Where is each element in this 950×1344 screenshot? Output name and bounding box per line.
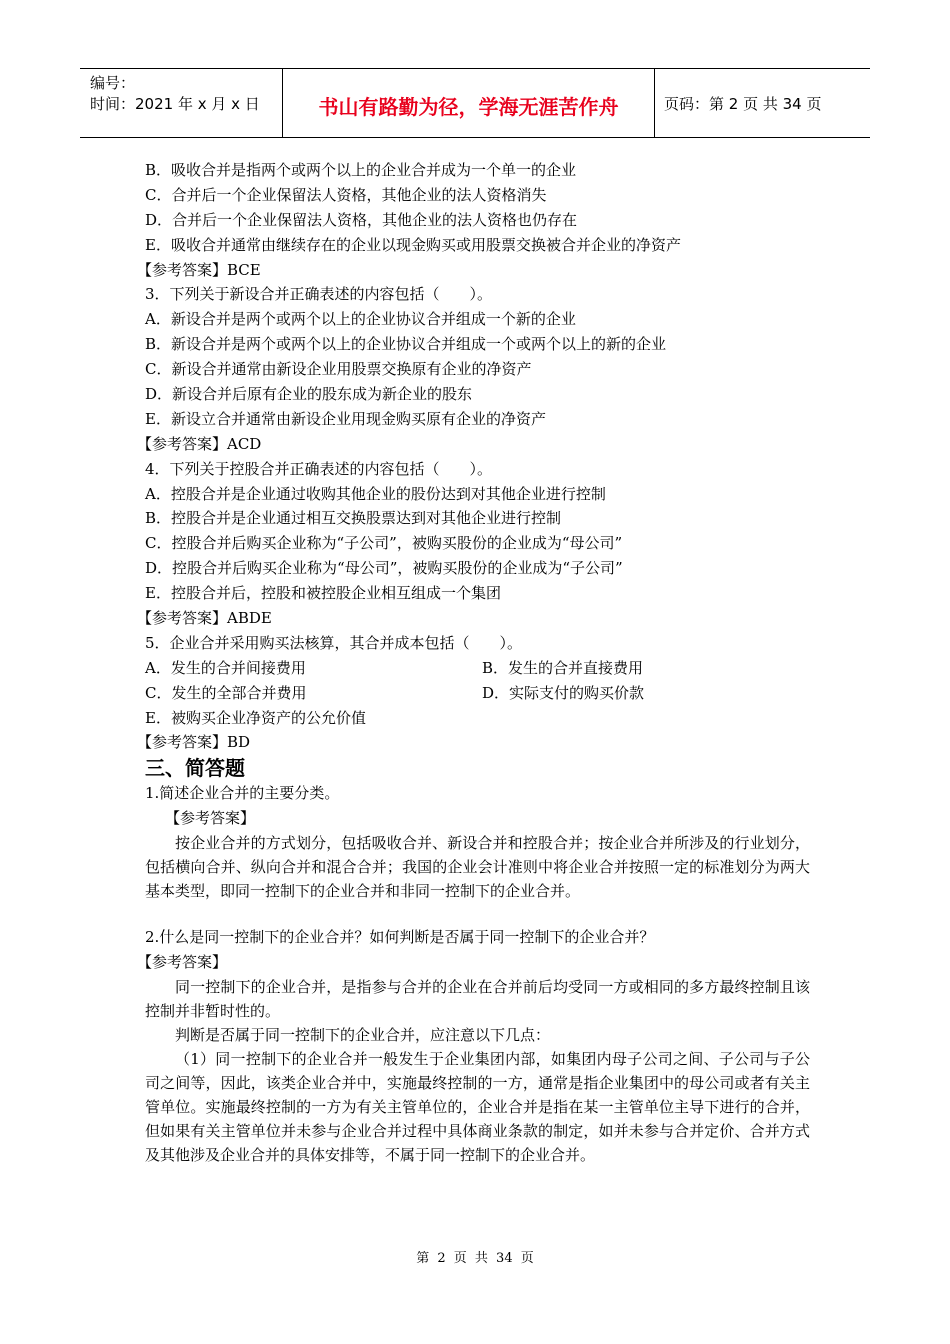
q2-option-b: B．吸收合并是指两个或两个以上的企业合并成为一个单一的企业 xyxy=(145,161,577,179)
section-title: 三、简答题 xyxy=(145,756,245,781)
q3-option-c: C．新设合并通常由新设企业用股票交换原有企业的净资产 xyxy=(145,360,532,379)
q2-answer: 【参考答案】BCE xyxy=(137,260,261,279)
q3-option-a: A．新设合并是两个或两个以上的企业协议合并组成一个新的企业 xyxy=(145,310,576,329)
q2-option-e: E．吸收合并通常由继续存在的企业以现金购买或用股票交换被合并企业的净资产 xyxy=(145,235,681,254)
code-label: 编号： xyxy=(90,74,136,92)
q4-option-d: D．控股合并后购买企业称为“母公司”，被购买股份的企业成为“子公司” xyxy=(145,559,623,578)
page-footer: 第 2 页 共 34 页 xyxy=(416,1251,534,1266)
q3-answer: 【参考答案】ACD xyxy=(137,434,262,453)
q5-options-row-2 xyxy=(145,681,810,706)
q3-option-e: E．新设立合并通常由新设企业用现金购买原有企业的净资产 xyxy=(145,409,546,428)
q5-option-a: A．发生的合并间接费用 xyxy=(145,658,306,677)
q4-option-e: E．控股合并后，控股和被控股企业相互组成一个集团 xyxy=(145,584,501,603)
q5-option-c: C．发生的全部合并费用 xyxy=(145,683,307,702)
q2-option-d: D．合并后一个企业保留法人资格，其他企业的法人资格也仍存在 xyxy=(145,210,578,229)
q2-option-c: C．合并后一个企业保留法人资格，其他企业的法人资格消失 xyxy=(145,185,547,204)
q4-stem: 4．下列关于控股合并正确表述的内容包括（ ）。 xyxy=(145,459,493,478)
sq2-paragraph-3: （1）同一控制下的企业合并一般发生于企业集团内部，如集团内母子公司之间、子公司与子公司之间等，因此，该类企业合并中，实施最终控制的一方，通常是指企业集团中的母公司或者有关主管单位。实施最终控制的一方为有关主管单位的，企业合并是指在某一主管单位主导下进行的合并，但如果有关主管单位并未参与企业合并过程中具体商业条款的制定，如并未参与合并定价、合并方式及其他涉及企业合并的具体安排等，不属于同一控制下的企业合并。 xyxy=(145,1049,810,1164)
sq2-stem: 2.什么是同一控制下的企业合并？如何判断是否属于同一控制下的企业合并？ xyxy=(145,928,655,947)
q5-option-b: B．发生的合并直接费用 xyxy=(482,658,644,677)
sq2-answer-label: 【参考答案】 xyxy=(137,953,228,972)
header-motto: 书山有路勤为径，学海无涯苦作舟 xyxy=(283,69,655,137)
sq1-answer: 按企业合并的方式划分，包括吸收合并、新设合并和控股合并；按企业合并所涉及的行业划分，包括横向合并、纵向合并和混合合并；我国的企业会计准则中将企业合并按照一定的标准划分为两大基本类型，即同一控制下的企业合并和非同一控制下的企业合并。 xyxy=(145,834,810,901)
time-label: 时间：2021 年 x 月 x 日 xyxy=(90,95,260,113)
page-header xyxy=(80,68,870,138)
q5-options-row-1 xyxy=(145,656,810,681)
q4-option-c: C．控股合并后购买企业称为“子公司”，被购买股份的企业成为“母公司” xyxy=(145,534,623,553)
q4-option-b: B．控股合并是企业通过相互交换股票达到对其他企业进行控制 xyxy=(145,509,562,528)
q4-option-a: A．控股合并是企业通过收购其他企业的股份达到对其他企业进行控制 xyxy=(145,484,606,503)
header-page-info: 页码：第 2 页 共 34 页 xyxy=(664,94,822,113)
page-content xyxy=(137,158,810,1167)
q5-stem: 5．企业合并采用购买法核算，其合并成本包括（ ）。 xyxy=(145,633,523,652)
q5-option-e: E．被购买企业净资产的公允价值 xyxy=(145,708,366,727)
q4-answer: 【参考答案】ABDE xyxy=(137,609,272,628)
sq1-stem: 1.简述企业合并的主要分类。 xyxy=(145,784,340,803)
header-meta xyxy=(80,69,283,137)
q5-option-d: D．实际支付的购买价款 xyxy=(482,683,645,702)
sq1-answer-label: 【参考答案】 xyxy=(165,809,256,828)
sq2-paragraph-2: 判断是否属于同一控制下的企业合并，应注意以下几点： xyxy=(175,1025,551,1044)
q3-stem: 3．下列关于新设合并正确表述的内容包括（ ）。 xyxy=(145,285,493,304)
sq2-paragraph-1: 同一控制下的企业合并，是指参与合并的企业在合并前后均受同一方或相同的多方最终控制且该控制并非暂时性的。 xyxy=(145,977,810,1020)
q3-option-d: D．新设合并后原有企业的股东成为新企业的股东 xyxy=(145,385,473,404)
q5-answer: 【参考答案】BD xyxy=(137,733,251,752)
q3-option-b: B．新设合并是两个或两个以上的企业协议合并组成一个或两个以上的新的企业 xyxy=(145,335,667,354)
